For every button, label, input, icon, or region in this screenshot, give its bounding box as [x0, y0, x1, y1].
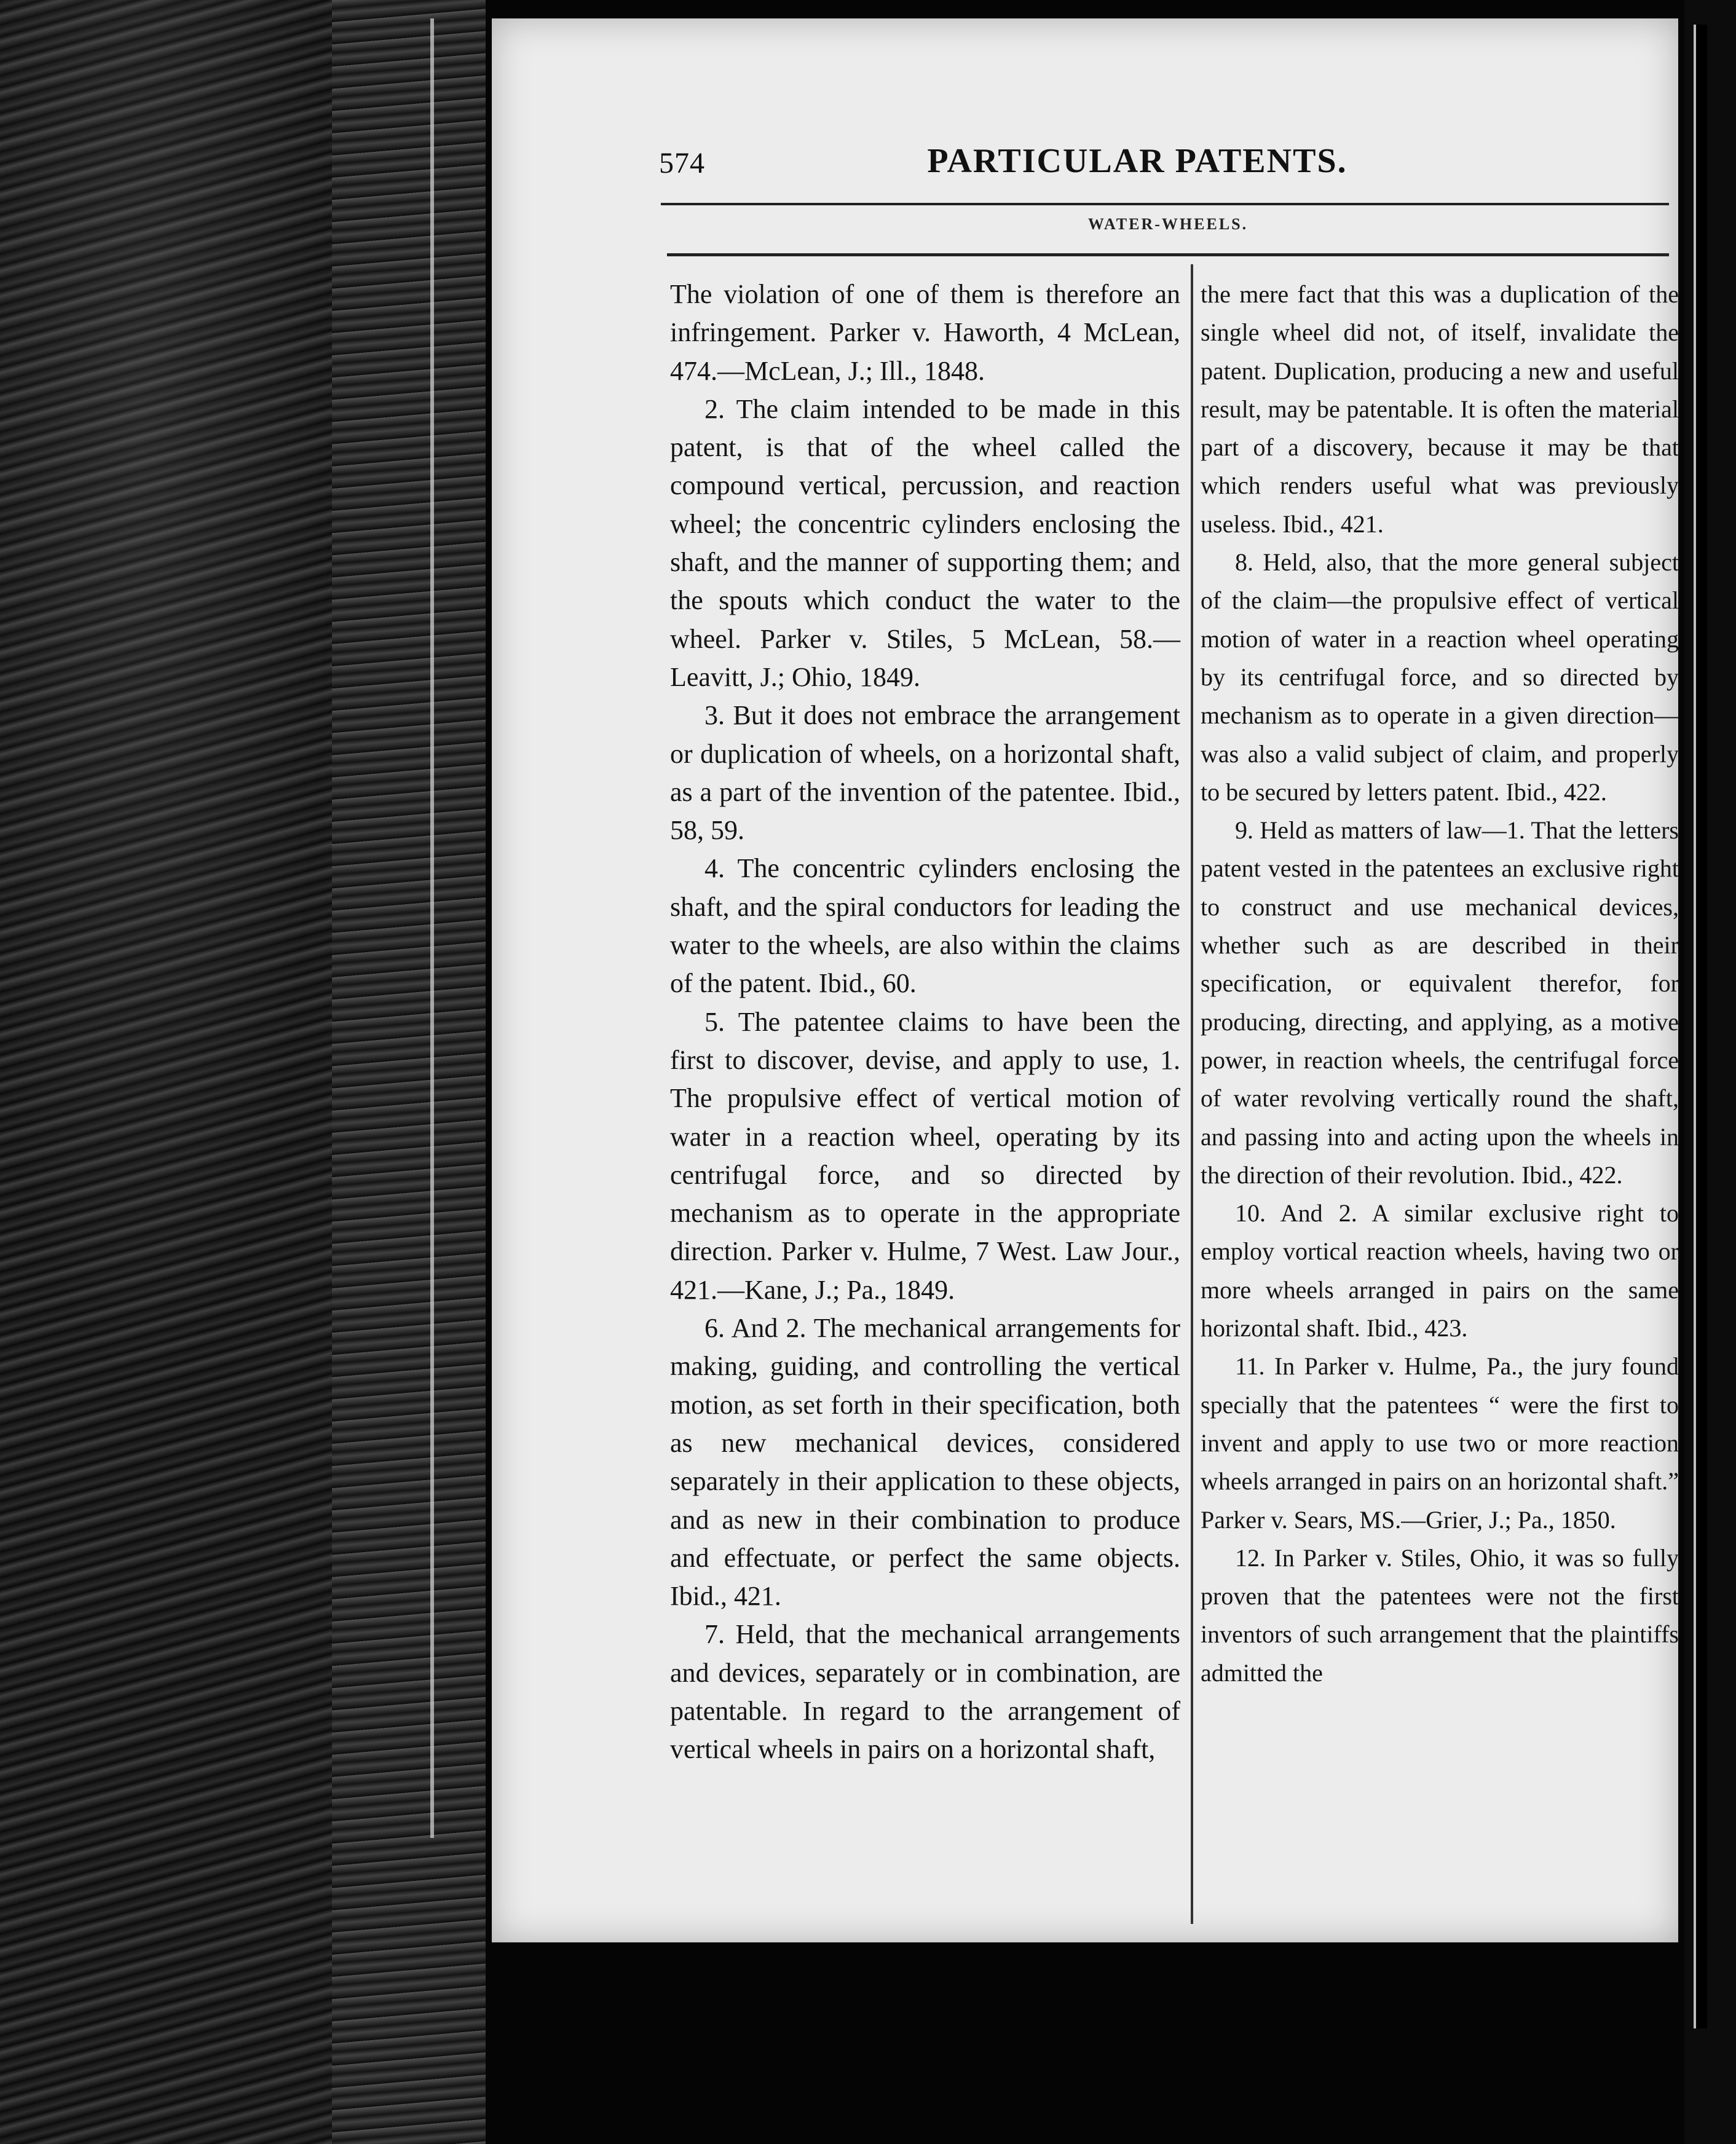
right-column — [1201, 275, 1679, 1692]
paragraph: the mere fact that this was a duplication of the single wheel did not, of itself, invalidate the patent. Duplication, producing a new and useful result, may be patentable. It is often the material part of a discovery, because it may be that which renders useful what was previously useless. Ibid., 421. — [1201, 280, 1679, 538]
left-column — [670, 275, 1180, 1769]
paragraph: 6. And 2. The mechanical arrangements for making, guiding, and controlling the vertical motion, as set forth in their specification, both as new mechanical devices, considered separately in their application to these objects, and as new in their combination to produce and effectuate, or perfect the same objects. Ibid., 421. — [670, 1313, 1180, 1612]
paragraph: 4. The concentric cylinders enclosing the shaft, and the spiral conductors for leading the water to the wheels, are also within the claims of the patent. Ibid., 60. — [670, 853, 1180, 999]
paragraph: 12. In Parker v. Stiles, Ohio, it was so fully proven that the patentees were not the first inventors of such arrangement that the plaintiffs admitted the — [1201, 1543, 1679, 1687]
paragraph: 2. The claim intended to be made in this patent, is that of the wheel called the compound vertical, percussion, and reaction wheel; the concentric cylinders enclosing the shaft, and the manner of supporting them; and the spouts which conduct the water to the wheel. Parker v. Stiles, 5 McLean, 58.—Leavitt, J.; Ohio, 1849. — [670, 393, 1180, 692]
marbled-page-edge — [332, 0, 486, 2144]
paragraph: 8. Held, also, that the more general subject of the claim—the propulsive effect of vertical motion of water in a reaction wheel operating by its centrifugal force, and so directed by mechanism as to operate in a given direction—was also a valid subject of claim, and properly to be secured by letters patent. Ibid., 422. — [1201, 548, 1679, 806]
paragraph: 5. The patentee claims to have been the first to discover, devise, and apply to use, 1. The propulsive effect of vertical motion of water in a reaction wheel, operating by its centrifugal force, and so directed by mechanism as to operate in the appropriate direction. Parker v. Hulme, 7 West. Law Jour., 421.—Kane, J.; Pa., 1849. — [670, 1006, 1180, 1305]
right-dark-margin — [1684, 0, 1736, 2144]
paragraph: 7. Held, that the mechanical arrangements and devices, separately or in combination, are patentable. In regard to the arrangement of vertical wheels in pairs on a horizontal shaft, — [670, 1619, 1180, 1765]
paragraph: 10. And 2. A similar exclusive right to employ vortical reaction wheels, having two or more wheels arranged in pairs on the same horizontal shaft. Ibid., 423. — [1201, 1199, 1679, 1342]
paragraph: 11. In Parker v. Hulme, Pa., the jury found specially that the patentees “ were the first to invent and apply to use two or more reaction wheels arranged in pairs on an horizontal shaft.” Parker v. Sears, MS.—Grier, J.; Pa., 1850. — [1201, 1352, 1679, 1534]
paragraph: The violation of one of them is therefore an infringement. Parker v. Haworth, 4 McLean, 474.—McLean, J.; Ill., 1848. — [670, 279, 1180, 386]
paragraph: 3. But it does not embrace the arrangement or duplication of wheels, on a horizontal shaft, as a part of the invention of the patentee. Ibid., 58, 59. — [670, 700, 1180, 846]
section-heading: WATER-WHEELS. — [1087, 215, 1249, 233]
paragraph: 9. Held as matters of law—1. That the letters patent vested in the patentees an exclusive right to construct and use mechanical devices, whether such as are described in their specification, or equivalent therefor, for producing, directing, and applying, as a motive power, in reaction wheels, the centrifugal force of water revolving vertically round the shaft, and passing into and acting upon the wheels in the direction of their revolution. Ibid., 422. — [1201, 816, 1679, 1189]
running-title: PARTICULAR PATENTS. — [927, 142, 1347, 180]
page-edge-line — [430, 18, 434, 1838]
page-number: 574 — [659, 147, 705, 179]
right-page-edge — [1694, 25, 1707, 2028]
column-divider — [1191, 264, 1193, 1924]
section-rule — [667, 253, 1669, 256]
header-rule — [661, 203, 1669, 205]
